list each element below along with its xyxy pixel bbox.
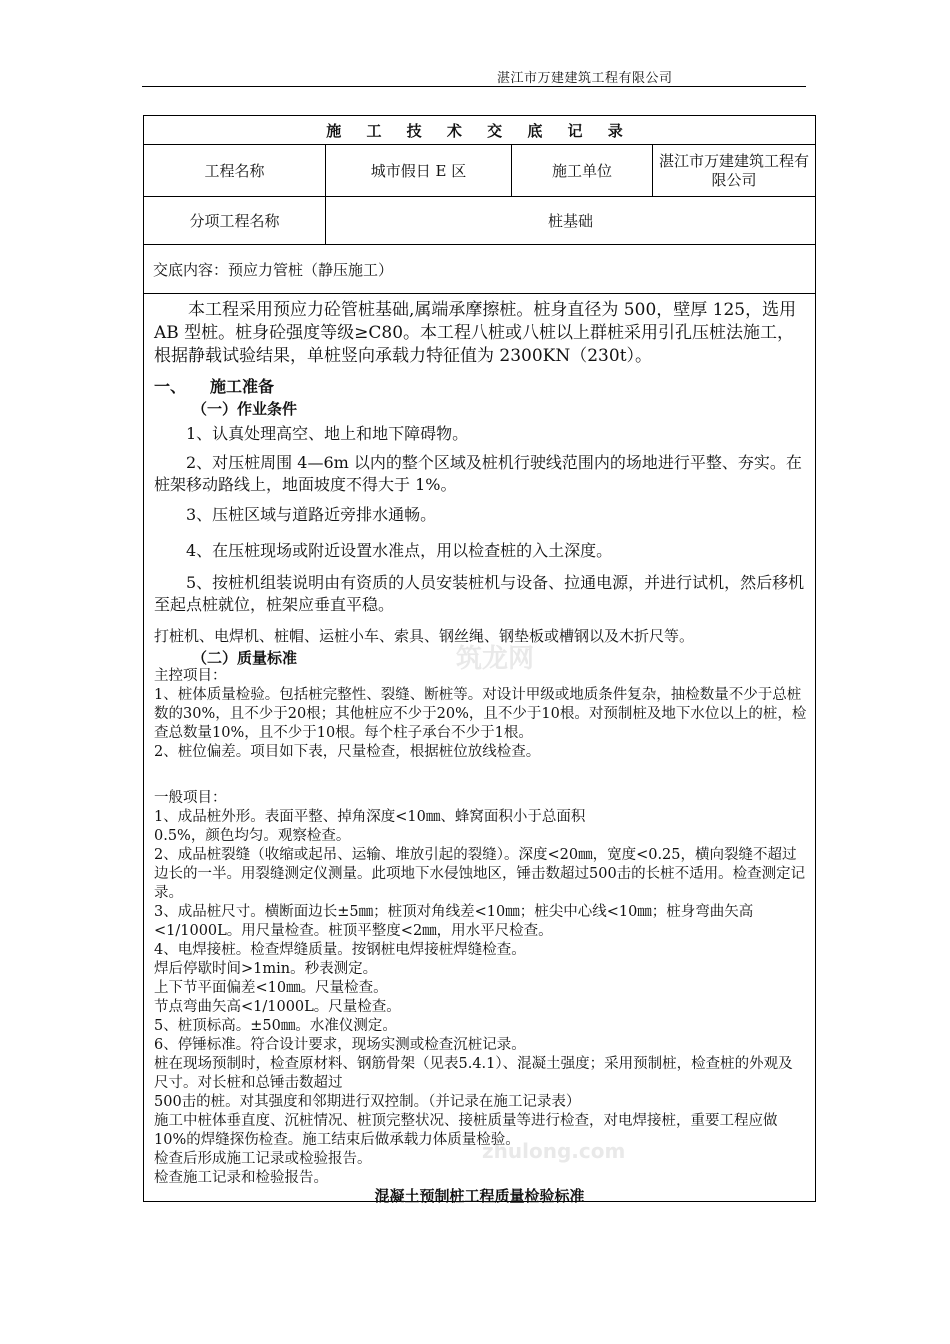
disclosure-topic: 交底内容：预应力管桩（静压施工）	[144, 245, 816, 294]
header-rule	[142, 86, 806, 87]
main-item-2: 2、桩位偏差。项目如下表，尺量检查，根据桩位放线检查。	[154, 744, 541, 760]
sub-heading-quality: （二）质量标准	[192, 649, 298, 667]
general-item-5: 5、桩顶标高。±50㎜。水准仪测定。	[154, 1018, 397, 1034]
main-item-1: 1、桩体质量检验。包括桩完整性、裂缝、断桩等。对设计甲级或地质条件复杂，抽检数量不少于总桩数的30%，且不少于20根；其他桩应不少于20%，且不少于10根。对预制桩及地下水位以上的桩，检查总数量10%，且不少于10根。每个柱子承台不少于1根。	[154, 687, 807, 741]
general-item-4a: 焊后停歇时间>1min。秒表测定。	[154, 961, 378, 977]
general-items-heading: 一般项目：	[154, 790, 227, 806]
general-item-2: 2、成品桩裂缝（收缩或起吊、运输、堆放引起的裂缝）。深度<20㎜，宽度<0.25，横向裂缝不超过边长的一半。用裂缝测定仪测量。此项地下水侵蚀地区，锤击数超过500击的长桩不适用。检查测定记录。	[154, 847, 806, 901]
sub-heading-conditions: （一）作业条件	[192, 400, 298, 418]
condition-item-2: 2、对压桩周围 4—6m 以内的整个区域及桩机行驶线范围内的场地进行平整、夯实。在桩架移动路线上，地面坡度不得大于 1%。	[154, 453, 802, 494]
intro-paragraph: 本工程采用预应力砼管桩基础,属端承摩擦桩。桩身直径为 500，壁厚 125，选用 AB 型桩。桩身砼强度等级≥C80。本工程八桩或八桩以上群桩采用引孔压桩法施工，根据静载试验结果，单桩竖向承载力特征值为 2300KN（230t）。	[154, 300, 797, 366]
section-heading	[154, 376, 807, 398]
general-item-6: 6、停锤标准。符合设计要求，现场实测或检查沉桩记录。	[154, 1037, 526, 1053]
sub-project-value: 桩基础	[326, 197, 816, 245]
record-note-2: 检查施工记录和检验报告。	[154, 1170, 328, 1186]
construction-check-note: 施工中桩体垂直度、沉桩情况、桩顶完整状况、接桩质量等进行检查，对电焊接桩，重要工程应做10%的焊缝探伤检查。施工结束后做承载力体质量检验。	[154, 1113, 778, 1148]
table-caption: 混凝土预制桩工程质量检验标准	[374, 1187, 585, 1205]
project-name-value: 城市假日 E 区	[326, 145, 512, 197]
equipment-list: 打桩机、电焊机、桩帽、运桩小车、索具、钢丝绳、钢垫板或槽钢以及木折尺等。	[154, 627, 695, 645]
main-items-heading: 主控项目：	[154, 668, 227, 684]
company-header: 湛江市万建建筑工程有限公司	[497, 71, 673, 86]
construction-unit-value: 湛江市万建建筑工程有限公司	[653, 145, 816, 197]
watermark-url: zhulong.com	[482, 1139, 626, 1163]
section-title: 施工准备	[210, 377, 275, 396]
condition-item-5: 5、按桩机组装说明由有资质的人员安装桩机与设备、拉通电源，并进行试机，然后移机至起点桩就位，桩架应垂直平稳。	[154, 573, 805, 614]
general-item-3: 3、成品桩尺寸。横断面边长±5㎜；桩顶对角线差<10㎜；桩尖中心线<10㎜；桩身弯曲矢高<1/1000L。用尺量检查。桩顶平整度<2㎜，用水平尺检查。	[154, 904, 754, 939]
general-item-1a: 1、成品桩外形。表面平整、掉角深度<10㎜、蜂窝面积小于总面积	[154, 809, 586, 825]
disclosure-record-table	[143, 115, 816, 1205]
record-note-1: 检查后形成施工记录或检验报告。	[154, 1151, 372, 1167]
watermark-logo: 筑龙网	[456, 644, 535, 674]
section-number: 一、	[154, 377, 187, 396]
record-title: 施 工 技 术 交 底 记 录	[144, 116, 816, 145]
condition-item-4: 4、在压桩现场或附近设置水准点，用以检查桩的入土深度。	[186, 541, 613, 560]
double-control-note: 500击的桩。对其强度和邻期进行双控制。（并记录在施工记录表）	[154, 1094, 581, 1110]
general-item-4b: 上下节平面偏差<10㎜。尺量检查。	[154, 980, 388, 996]
general-item-4c: 节点弯曲矢高<1/1000L。尺量检查。	[154, 999, 401, 1015]
general-item-1b: 0.5%，颜色均匀。观察检查。	[154, 828, 351, 844]
condition-item-3: 3、压桩区域与道路近旁排水通畅。	[186, 505, 437, 524]
condition-item-1: 1、认真处理高空、地上和地下障碍物。	[186, 424, 469, 443]
project-name-label: 工程名称	[144, 145, 326, 197]
general-item-4: 4、电焊接桩。检查焊缝质量。按钢桩电焊接桩焊缝检查。	[154, 942, 526, 958]
sub-project-label: 分项工程名称	[144, 197, 326, 245]
precast-note: 桩在现场预制时，检查原材料、钢筋骨架（见表5.4.1）、混凝土强度；采用预制桩，检查桩的外观及尺寸。对长桩和总锤击数超过	[154, 1056, 793, 1091]
disclosure-body	[144, 294, 816, 1205]
construction-unit-label: 施工单位	[512, 145, 653, 197]
